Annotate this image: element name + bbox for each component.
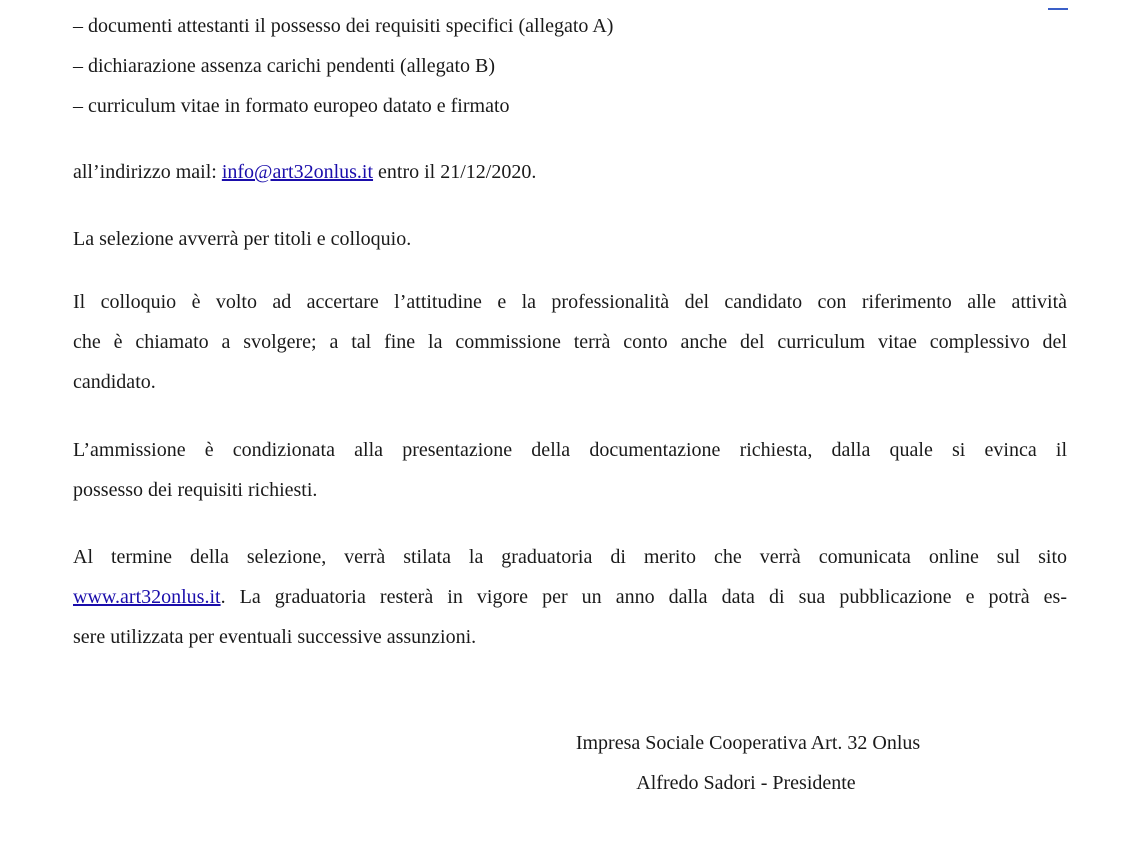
graduatoria-paragraph — [73, 537, 1067, 657]
paragraph-line: Il colloquio è volto ad accertare l’attitudine e la professionalità del candidato con riferimento alle attività — [73, 291, 1067, 313]
selection-paragraph: La selezione avverrà per titoli e colloquio. — [73, 228, 412, 250]
paragraph-line: L’ammissione è condizionata alla presentazione della documentazione richiesta, dalla quale si evinca il — [73, 439, 1067, 461]
ammissione-paragraph — [73, 430, 1067, 510]
page-corner-mark — [1048, 8, 1068, 10]
colloquio-paragraph — [73, 282, 1067, 402]
paragraph-line — [73, 577, 1067, 617]
paragraph-line: che è chiamato a svolgere; a tal fine la commissione terrà conto anche del curriculum vitae complessivo del — [73, 331, 1067, 353]
paragraph-line: candidato. — [73, 371, 156, 393]
paragraph-line: Al termine della selezione, verrà stilata la graduatoria di merito che verrà comunicata online sul sito — [73, 546, 1067, 568]
list-item: – curriculum vitae in formato europeo datato e firmato — [73, 95, 510, 117]
mail-paragraph — [73, 160, 536, 184]
email-link[interactable]: info@art32onlus.it — [221, 161, 374, 183]
paragraph-line: sere utilizzata per eventuali successive assunzioni. — [73, 626, 477, 648]
paragraph-line: possesso dei requisiti richiesti. — [73, 479, 318, 501]
signature-organization: Impresa Sociale Cooperativa Art. 32 Onlus — [575, 732, 921, 754]
mail-prefix: all’indirizzo mail: — [73, 161, 222, 183]
site-link[interactable]: www.art32onlus.it — [73, 586, 221, 608]
signature-name: Alfredo Sadori - Presidente — [636, 772, 856, 794]
list-item: – dichiarazione assenza carichi pendenti (allegato B) — [73, 55, 496, 77]
list-item: – documenti attestanti il possesso dei requisiti specifici (allegato A) — [73, 15, 614, 37]
paragraph-line-rest: . La graduatoria resterà in vigore per un anno dalla data di sua pubblicazione e potrà es- — [220, 586, 1067, 608]
mail-suffix: entro il 21/12/2020. — [373, 161, 537, 183]
